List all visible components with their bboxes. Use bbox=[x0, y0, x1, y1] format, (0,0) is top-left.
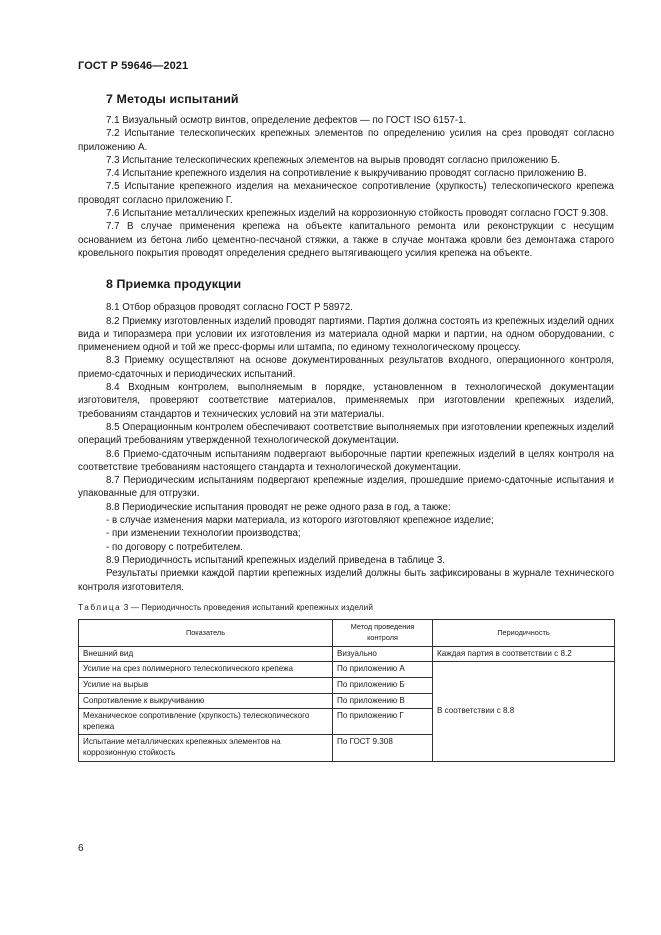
paragraph-results: Результаты приемки каждой партии крепежных изделий должны быть зафиксированы в журнале технического контроля изготовителя. bbox=[78, 568, 614, 593]
standard-header: ГОСТ Р 59646—2021 bbox=[78, 60, 189, 72]
table-row bbox=[79, 662, 615, 678]
page-number: 6 bbox=[78, 843, 84, 854]
cell-indicator: Сопротивление к выкручиванию bbox=[79, 693, 333, 709]
cell-method: По приложению Г bbox=[333, 709, 433, 735]
paragraph-8-8: 8.8 Периодические испытания проводят не реже одного раза в год, а также: bbox=[106, 501, 451, 513]
periodicity-table bbox=[78, 619, 615, 762]
table-row bbox=[79, 646, 615, 662]
cell-indicator: Усилие на срез полимерного телескопического крепежа bbox=[79, 662, 333, 678]
table-header-row bbox=[79, 619, 615, 646]
cell-indicator: Усилие на вырыв bbox=[79, 677, 333, 693]
list-item-material: - в случае изменения марки материала, из которого изготовляют крепежное изделие; bbox=[106, 515, 494, 527]
paragraph-7-6: 7.6 Испытание металлических крепежных изделий на коррозионную стойкость проводят согласно ГОСТ 9.308. bbox=[106, 208, 609, 220]
header-periodicity: Периодичность bbox=[433, 619, 615, 646]
paragraph-8-2: 8.2 Приемку изготовленных изделий проводят партиями. Партия должна состоять из крепежных изделий одних вида и типоразмера при условии их изготовления из материала одной марки и партии, на одном оборудовании, с применением одной и той же пресс-формы или штампа, по единому технологическому процессу. bbox=[78, 315, 614, 354]
paragraph-8-7: 8.7 Периодическим испытаниям подвергают крепежные изделия, прошедшие приемо-сдаточные испытания и упакованные для отгрузки. bbox=[78, 475, 614, 500]
cell-method: По приложению В bbox=[333, 693, 433, 709]
cell-indicator: Испытание металлических крепежных элементов на коррозионную стойкость bbox=[79, 735, 333, 761]
list-item-technology: - при изменении технологии производства; bbox=[106, 528, 301, 540]
header-method: Метод проведения контроля bbox=[333, 619, 433, 646]
paragraph-7-1: 7.1 Визуальный осмотр винтов, определение дефектов — по ГОСТ ISO 6157-1. bbox=[106, 115, 467, 126]
paragraph-8-9: 8.9 Периодичность испытаний крепежных изделий приведена в таблице 3. bbox=[106, 554, 446, 566]
paragraph-7-2: 7.2 Испытание телескопических крепежных элементов по определению усилия на срез проводят согласно приложению А. bbox=[78, 128, 614, 153]
cell-periodicity: Каждая партия в соответствии с 8.2 bbox=[433, 646, 615, 662]
paragraph-7-5: 7.5 Испытание крепежного изделия на механическое сопротивление (хрупкость) телескопического крепежа проводят согласно приложению Г. bbox=[78, 181, 614, 206]
cell-method: По приложению А bbox=[333, 662, 433, 678]
section-8-title: 8 Приемка продукции bbox=[106, 277, 242, 292]
table-caption-label: Таблица bbox=[78, 602, 122, 612]
cell-method: Визуально bbox=[333, 646, 433, 662]
cell-indicator: Внешний вид bbox=[79, 646, 333, 662]
paragraph-8-4: 8.4 Входным контролем, выполняемым в порядке, установленном в технологической документации изготовителя, проверяют соответствие материалов, применяемых при изготовлении крепежных изделий, требованиям стандартов и технических условий на эти материалы. bbox=[78, 382, 614, 420]
list-item-contract: - по договору с потребителем. bbox=[106, 541, 243, 553]
cell-indicator: Механическое сопротивление (хрупкость) телескопического крепежа bbox=[79, 709, 333, 735]
header-indicator: Показатель bbox=[79, 619, 333, 646]
paragraph-8-3: 8.3 Приемку осуществляют на основе документированных результатов входного, операционного контроля, приемо-сдаточных и периодических испытаний. bbox=[78, 355, 614, 380]
cell-method: По ГОСТ 9.308 bbox=[333, 735, 433, 761]
paragraph-8-5: 8.5 Операционным контролем обеспечивают соответствие выполняемых при изготовлении крепежных изделий операций требованиям утвержденной технологической документации. bbox=[78, 421, 614, 447]
paragraph-7-4: 7.4 Испытание крепежного изделия на сопротивление к выкручиванию проводят согласно приложению В. bbox=[106, 168, 587, 180]
document-body bbox=[78, 92, 614, 762]
cell-periodicity-merged: В соответствии с 8.8 bbox=[433, 662, 615, 761]
cell-method: По приложению Б bbox=[333, 677, 433, 693]
paragraph-7-3: 7.3 Испытание телескопических крепежных элементов на вырыв проводят согласно приложению Б. bbox=[106, 154, 561, 166]
table-caption bbox=[78, 603, 614, 612]
table-caption-text: 3 — Периодичность проведения испытаний крепежных изделий bbox=[123, 602, 374, 612]
section-7-title: 7 Методы испытаний bbox=[106, 92, 239, 106]
paragraph-7-7: 7.7 В случае применения крепежа на объекте капитального ремонта или реконструкции с несущим основанием из бетона либо цементно-песчаной стяжки, а также в случае монтажа кровли без демонтажа старого кровельного покрытия проводят определения среднего вытягивающего усилия крепежа на объекте. bbox=[78, 221, 614, 259]
paragraph-8-6: 8.6 Приемо-сдаточным испытаниям подвергают выборочные партии крепежных изделий в целях контроля на соответствие требованиям настоящего стандарта и технологической документации. bbox=[78, 448, 614, 473]
paragraph-8-1: 8.1 Отбор образцов проводят согласно ГОСТ Р 58972. bbox=[106, 302, 353, 314]
